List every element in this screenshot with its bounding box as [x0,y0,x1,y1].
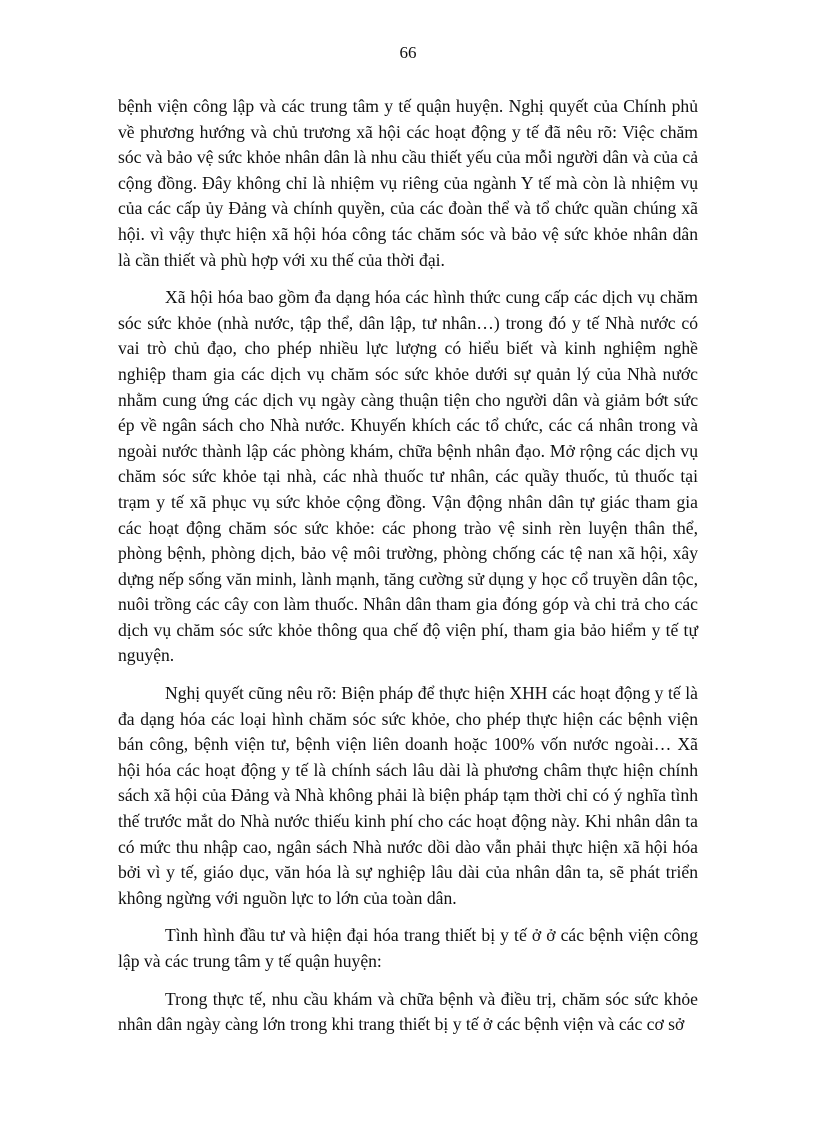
page-number: 66 [399,43,417,62]
paragraph-continued: bệnh viện công lập và các trung tâm y tế quận huyện. Nghị quyết của Chính phủ về phương hướng và chủ trương xã hội các hoạt động y tế đã nêu rõ: Việc chăm sóc và bảo vệ sức khỏe nhân dân là nhu cầu thiết yếu của mỗi người dân và của cả cộng đồng. Đây không chỉ là nhiệm vụ riêng của ngành Y tế mà còn là nhiệm vụ của các cấp ủy Đảng và chính quyền, của các đoàn thể và tổ chức quần chúng xã hội. vì vậy thực hiện xã hội hóa công tác chăm sóc và bảo vệ sức khỏe nhân dân là cần thiết và phù hợp với xu thế của thời đại. [118,96,698,270]
paragraph-resolution-measures: Nghị quyết cũng nêu rõ: Biện pháp để thực hiện XHH các hoạt động y tế là đa dạng hóa các loại hình chăm sóc sức khỏe, cho phép thực hiện các bệnh viện bán công, bệnh viện tư, bệnh viện liên doanh hoặc 100% vốn nước ngoài… Xã hội hóa các hoạt động y tế là chính sách lâu dài là phương châm thực hiện chính sách xã hội của Đảng và Nhà không phải là biện pháp tạm thời chỉ có ý nghĩa tình thế trước mắt do Nhà nước thiếu kinh phí cho các hoạt động này. Khi nhân dân ta có mức thu nhập cao, ngân sách Nhà nước dồi dào vẫn phải thực hiện xã hội hóa bởi vì y tế, giáo dục, văn hóa là sự nghiệp lâu dài của nhân dân ta, sẽ phát triển không ngừng với nguồn lực to lớn của toàn dân. [118,683,698,908]
paragraph-reality: Trong thực tế, nhu cầu khám và chữa bệnh và điều trị, chăm sóc sức khỏe nhân dân ngày càng lớn trong khi trang thiết bị y tế ở các bệnh viện và các cơ sở [118,988,698,1035]
paragraph-socialization-scope: Xã hội hóa bao gồm đa dạng hóa các hình thức cung cấp các dịch vụ chăm sóc sức khỏe (nhà nước, tập thể, dân lập, tư nhân…) trong đó y tế Nhà nước có vai trò chủ đạo, cho phép nhiều lực lượng có hiểu biết và kinh nghiệm nghề nghiệp tham gia các dịch vụ chăm sóc sức khỏe dưới sự quản lý của Nhà nước nhằm cung ứng các dịch vụ ngày càng thuận tiện cho người dân và giảm bớt sức ép về ngân sách cho Nhà nước. Khuyến khích các tổ chức, các cá nhân trong và ngoài nước thành lập các phòng khám, chữa bệnh nhân đạo. Mở rộng các dịch vụ chăm sóc sức khỏe tại nhà, các nhà thuốc tư nhân, các quầy thuốc, tủ thuốc tại trạm y tế xã phục vụ sức khỏe cộng đồng. Vận động nhân dân tự giác tham gia các hoạt động chăm sóc sức khỏe: các phong trào vệ sinh rèn luyện thân thể, phòng bệnh, phòng dịch, bảo vệ môi trường, phòng chống các tệ nan xã hội, xây dựng nếp sống văn minh, lành mạnh, tăng cường sử dụng y học cổ truyền dân tộc, nuôi trồng các cây con làm thuốc. Nhân dân tham gia đóng góp và chi trả cho các dịch vụ chăm sóc sức khỏe thông qua chế độ viện phí, tham gia bảo hiểm y tế tự nguyện. [118,287,698,666]
document-body [118,94,698,1050]
paragraph-investment-heading: Tình hình đầu tư và hiện đại hóa trang thiết bị y tế ở ở các bệnh viện công lập và các trung tâm y tế quận huyện: [118,925,698,971]
